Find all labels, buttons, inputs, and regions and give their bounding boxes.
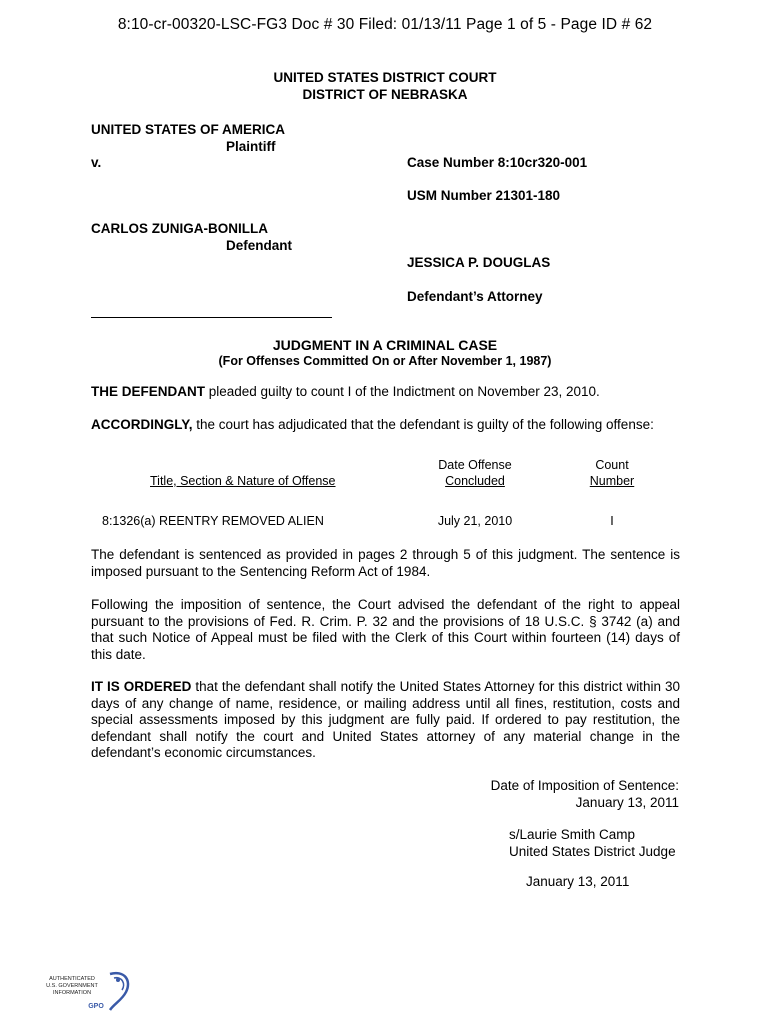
seal-line-2: U.S. GOVERNMENT xyxy=(46,983,98,989)
imposition-label: Date of Imposition of Sentence: xyxy=(490,778,679,793)
caption-divider xyxy=(91,317,332,318)
signer-name: s/Laurie Smith Camp xyxy=(509,827,636,842)
defendant-plea xyxy=(91,384,600,399)
appeal-paragraph: Following the imposition of sentence, the Court advised the defendant of the right to appeal pursuant to the provisions of Fed. R. Crim. P. 32 and the provisions of 18 U.S.C. § 3742 (a) and that such Notice of Appeal must be filed with the Clerk of this Court within fourteen (14) days of this date. xyxy=(91,597,680,662)
header-title-section: Title, Section & Nature of Offense xyxy=(150,474,336,488)
header-date-line2: Concluded xyxy=(445,474,505,488)
offense-date: July 21, 2010 xyxy=(437,514,513,528)
attorney-role: Defendant’s Attorney xyxy=(407,289,543,304)
offense-title: 8:1326(a) REENTRY REMOVED ALIEN xyxy=(102,514,324,528)
sentence-paragraph: The defendant is sentenced as provided in pages 2 through 5 of this judgment. The sentence is imposed pursuant to the Sentencing Reform Act of 1984. xyxy=(91,547,680,579)
seal-line-1: AUTHENTICATED xyxy=(49,976,95,982)
ordered-text: that the defendant shall notify the United States Attorney for this district within 30 days of any change of name, residence, or mailing address until all fines, restitution, costs and special assessments imposed by this judgment are fully paid. If ordered to pay restitution, the defendant shall notify the court and United States attorney of any material change in the defendant’s economic circumstances. xyxy=(91,679,680,760)
adjudication-text: the court has adjudicated that the defendant is guilty of the following offense: xyxy=(192,417,654,432)
defendant-name: CARLOS ZUNIGA-BONILLA xyxy=(91,221,268,236)
gpo-seal-icon xyxy=(40,968,135,1012)
defendant-plea-lead: THE DEFENDANT xyxy=(91,384,205,399)
header-count-line2: Number xyxy=(589,474,635,488)
adjudication-lead: ACCORDINGLY, xyxy=(91,417,193,432)
header-count-line1: Count xyxy=(595,458,629,472)
document-header: 8:10-cr-00320-LSC-FG3 Doc # 30 Filed: 01/13/11 Page 1 of 5 - Page ID # 62 xyxy=(117,16,653,33)
imposition-block xyxy=(491,777,679,811)
gpo-authentication-seal xyxy=(40,968,135,1012)
plaintiff-name: UNITED STATES OF AMERICA xyxy=(91,122,285,137)
usm-number: USM Number 21301-180 xyxy=(407,188,561,203)
versus: v. xyxy=(91,155,102,170)
header-date-line1: Date Offense xyxy=(438,458,512,472)
ordered-lead: IT IS ORDERED xyxy=(91,679,192,694)
court-name: UNITED STATES DISTRICT COURT xyxy=(273,70,497,85)
court-district: DISTRICT OF NEBRASKA xyxy=(302,87,468,102)
signer-title: United States District Judge xyxy=(509,844,676,859)
ordered-paragraph xyxy=(91,679,680,762)
seal-line-4: GPO xyxy=(88,1003,104,1010)
imposition-date: January 13, 2011 xyxy=(575,795,679,810)
case-number: Case Number 8:10cr320-001 xyxy=(407,155,588,170)
signed-date: January 13, 2011 xyxy=(526,874,630,889)
judgment-subtitle: (For Offenses Committed On or After November 1, 1987) xyxy=(218,354,552,368)
attorney-name: JESSICA P. DOUGLAS xyxy=(407,255,551,270)
adjudication-statement xyxy=(91,417,654,432)
signature-block xyxy=(509,826,676,860)
defendant-plea-text: pleaded guilty to count I of the Indictment on November 23, 2010. xyxy=(205,384,600,399)
defendant-role: Defendant xyxy=(226,238,293,253)
judgment-title: JUDGMENT IN A CRIMINAL CASE xyxy=(272,337,498,353)
seal-line-3: INFORMATION xyxy=(52,990,92,996)
plaintiff-role: Plaintiff xyxy=(226,139,276,154)
offense-count: I xyxy=(610,514,614,528)
